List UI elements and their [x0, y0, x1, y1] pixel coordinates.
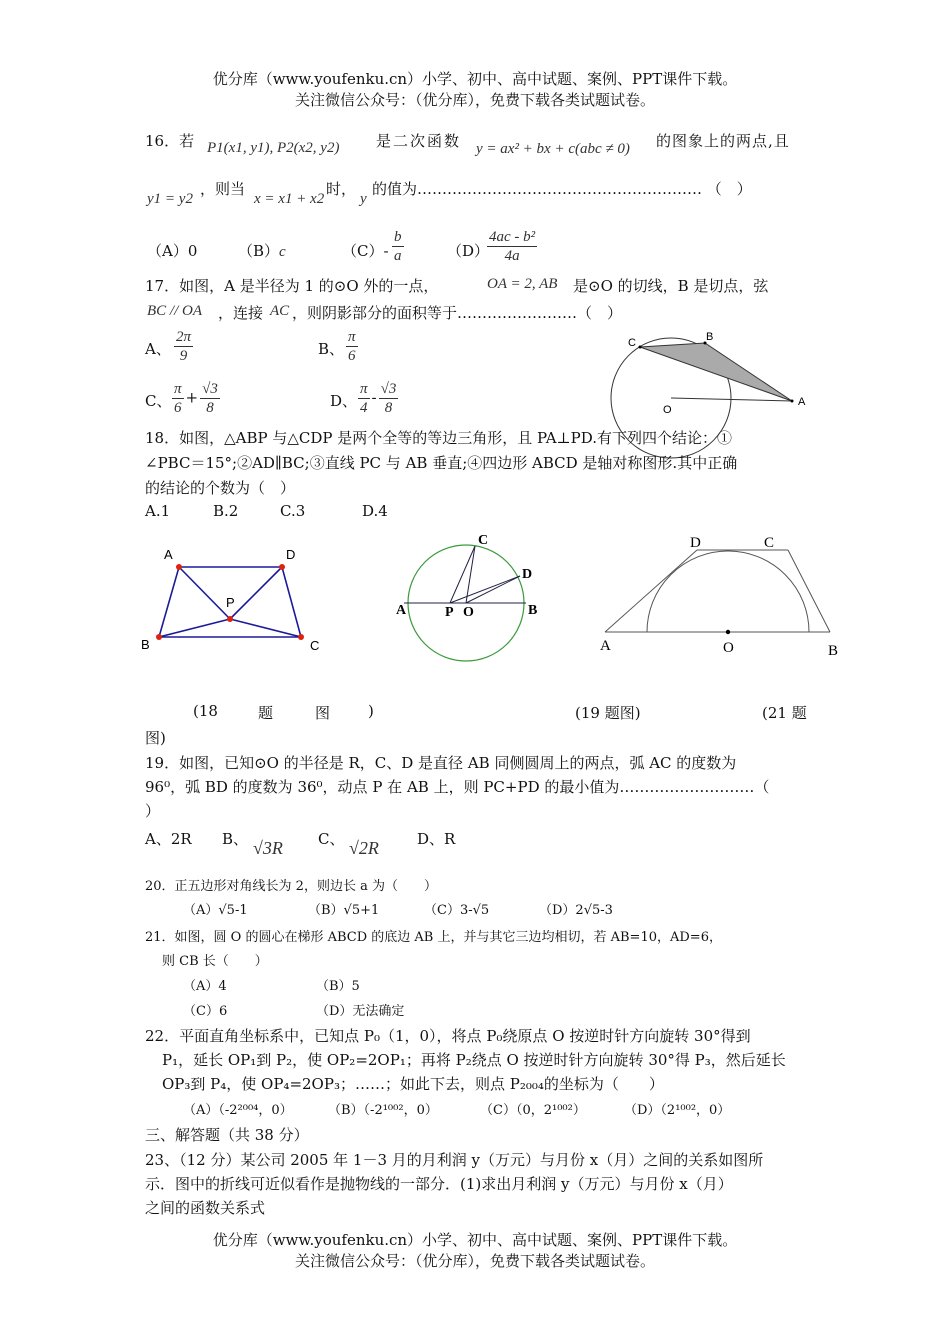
caption-21-a: (21 题: [762, 704, 807, 722]
q16-text-a: 是二次函数: [376, 132, 462, 150]
fig18-point-d: [279, 564, 285, 570]
q18-option-d: D.4: [362, 502, 388, 520]
q16-option-d-label: （D）: [447, 242, 490, 260]
q18-option-a: A.1: [145, 502, 171, 520]
q20-option-a: （A）√5-1: [183, 903, 248, 918]
q17-point-c: [639, 346, 642, 349]
q17-line1-a: 17．如图，A 是半径为 1 的⊙O 外的一点，: [145, 277, 439, 295]
fig21-label-c: C: [764, 535, 775, 551]
fig19-segment-od: [466, 576, 520, 603]
fig18-point-a: [176, 564, 182, 570]
caption-19: (19 题图): [575, 704, 641, 722]
q16-option-c-fraction: $\frac{b}{a}$: [394, 229, 402, 264]
q16-y-var: y: [360, 191, 367, 207]
q19-line-2: 96⁰，弧 BD 的度数为 36⁰，动点 P 在 AB 上，则 PC+PD 的最小值为………………………（: [145, 778, 770, 796]
q18-line-1: 18．如图，△ABP 与△CDP 是两个全等的等边三角形，且 PA⊥PD.有下列四个结论：①: [145, 429, 733, 447]
q17-label-o: O: [663, 404, 672, 416]
header-line-1: 优分库（www.youfenku.cn）小学、初中、高中试题、案例、PPT课件下载。: [212, 70, 738, 88]
q19-option-d: D、R: [417, 830, 456, 848]
q18-option-b: B.2: [213, 502, 239, 520]
footer-line-2: 关注微信公众号：（优分库），免费下载各类试题试卷。: [294, 1252, 655, 1270]
q16-text-c: ，则当: [200, 180, 246, 198]
q22-option-d: （D）（2¹⁰⁰²，0）: [624, 1103, 731, 1118]
fig19-segment-oc: [466, 546, 475, 603]
q21-option-a: （A）4: [183, 979, 227, 994]
q21-option-b: （B）5: [316, 979, 360, 994]
q18-line-3: 的结论的个数为（ ）: [145, 479, 296, 497]
header-line-2: 关注微信公众号：（优分库），免费下载各类试题试卷。: [294, 91, 655, 109]
q17-line1-math: OA = 2, AB: [487, 276, 558, 292]
fig18-segment-cp: [230, 619, 301, 637]
fig18-label-c: C: [310, 638, 320, 653]
q20-option-d: （D）2√5-3: [539, 903, 613, 918]
q17-label-a: A: [798, 396, 806, 408]
q17-line2-b: ，则阴影部分的面积等于……………………（ ）: [292, 304, 623, 322]
q23-line-2: 示．图中的折线可近似看作是抛物线的一部分．(1)求出月利润 y（万元）与月份 x（月）: [145, 1175, 733, 1193]
q17-line2-a: ，连接: [218, 304, 264, 322]
q19-line-1: 19．如图，已知⊙O 的半径是 R，C、D 是直径 AB 同侧圆周上的两点，弧 AC 的度数为: [145, 754, 737, 772]
q16-num: 16．若: [145, 132, 195, 150]
fig21-center-o: [726, 630, 730, 634]
q16-condition: y1 = y2: [147, 191, 193, 207]
q16-x-condition: x = x1 + x2: [254, 191, 325, 207]
q17-segment-oa: [671, 398, 792, 401]
q19-option-b-value: √3R: [253, 838, 283, 858]
fig21-label-a: A: [600, 638, 611, 654]
fig21-semicircle: [647, 551, 809, 632]
footer-line-1: 优分库（www.youfenku.cn）小学、初中、高中试题、案例、PPT课件下载。: [212, 1231, 738, 1249]
q19-option-c-value: √2R: [349, 838, 379, 858]
q17-option-d-label: D、: [330, 392, 358, 410]
fig18-label-d: D: [286, 547, 296, 562]
fig19-label-o: O: [463, 605, 474, 620]
fig21-side-cb: [788, 550, 830, 632]
fig19-label-d: D: [522, 567, 533, 582]
q22-line-3: OP₃到 P₄，使 OP₄=2OP₃；……；如此下去，则点 P₂₀₀₄的坐标为（ ）: [162, 1075, 664, 1093]
caption-18-a: (18: [193, 702, 218, 720]
fig18-label-a: A: [164, 547, 173, 562]
q21-option-d: （D）无法确定: [316, 1004, 405, 1019]
q20-option-c: （C）3-√5: [424, 903, 490, 918]
fig18-segment-ap: [179, 567, 230, 619]
q17-option-a-label: A、: [145, 340, 171, 358]
q19-option-c-label: C、: [318, 830, 345, 848]
q17-point-a: [791, 400, 794, 403]
q17-option-c-label: C、: [145, 392, 172, 410]
q18-option-c: C.3: [280, 502, 306, 520]
figure-19: [392, 530, 552, 670]
q16-text-b: 的图象上的两点,且: [656, 132, 790, 150]
fig21-side-ad: [605, 550, 697, 632]
q18-line-2: ∠PBC＝15°;②AD∥BC;③直线 PC 与 AB 垂直;④四边形 ABCD 是轴对称图形.其中正确: [145, 454, 738, 472]
q20-stem: 20．正五边形对角线长为 2，则边长 a 为（ ）: [145, 879, 437, 894]
q23-line-3: 之间的函数关系式: [145, 1199, 266, 1217]
q17-option-d-expr: $\frac{\pi}{4}$ - $\frac{√3}{8}$: [360, 381, 397, 416]
figure-18: [140, 540, 340, 660]
q16-option-c-label: （C）-: [342, 242, 389, 260]
fig18-point-b: [156, 634, 162, 640]
q21-line-2: 则 CB 长（ ）: [162, 954, 268, 969]
q17-option-a-fraction: $\frac{2\pi}{9}$: [176, 329, 192, 364]
fig19-label-b: B: [528, 603, 538, 618]
fig18-segment-dp: [230, 567, 282, 619]
fig19-label-a: A: [396, 603, 407, 618]
fig21-label-b: B: [828, 643, 839, 659]
q19-line-3: ）: [145, 802, 161, 820]
q17-shaded-region: [640, 343, 792, 401]
q17-option-c-expr: $\frac{\pi}{6}$ + $\frac{√3}{8}$: [174, 381, 218, 416]
q23-line-1: 23、（12 分）某公司 2005 年 1－3 月的月利润 y（万元）与月份 x（月）之间的关系如图所: [145, 1151, 764, 1169]
q21-option-c: （C）6: [183, 1004, 228, 1019]
caption-21-b: 图): [145, 729, 166, 747]
fig19-label-c: C: [478, 533, 489, 548]
q17-line1-b: 是⊙O 的切线，B 是切点，弦: [573, 277, 769, 295]
q17-line2-math: BC // OA: [147, 303, 202, 319]
q19-option-b-label: B、: [222, 830, 249, 848]
fig18-point-p: [227, 616, 233, 622]
q17-option-b-fraction: $\frac{\pi}{6}$: [348, 329, 356, 364]
q16-text-e: 的值为………………………………………………… （ ）: [372, 180, 752, 198]
q22-option-a: （A）（-2²⁰⁰⁴，0）: [183, 1103, 293, 1118]
q22-option-b: （B）（-2¹⁰⁰²，0）: [328, 1103, 438, 1118]
caption-18-b: 题: [258, 704, 274, 722]
q17-label-c: C: [628, 337, 636, 349]
q20-option-b: （B）√5+1: [308, 903, 380, 918]
q22-line-1: 22．平面直角坐标系中，已知点 P₀（1，0），将点 P₀绕原点 O 按逆时针方向旋转 30°得到: [145, 1027, 751, 1045]
fig18-label-b: B: [141, 637, 150, 652]
q16-option-d-fraction: $\frac{\text{4ac - b²}}{4a}$: [489, 229, 536, 264]
fig18-point-c: [298, 634, 304, 640]
caption-18-c: 图: [315, 704, 331, 722]
q21-line-1: 21．如图，圆 O 的圆心在梯形 ABCD 的底边 AB 上，并与其它三边均相切，若 AB=10，AD=6，: [145, 930, 722, 945]
q16-option-a: （A）0: [147, 242, 198, 260]
fig21-label-d: D: [690, 535, 701, 551]
fig18-segment-bp: [159, 619, 230, 637]
fig19-label-p: P: [445, 605, 454, 620]
fig18-label-p: P: [226, 595, 235, 610]
q22-line-2: P₁，延长 OP₁到 P₂，使 OP₂=2OP₁；再将 P₂绕点 O 按逆时针方向旋转 30°得 P₃，然后延长: [162, 1051, 786, 1069]
figure-21: [596, 525, 856, 665]
q17-line2-math2: AC: [270, 303, 290, 319]
q19-option-a: A、2R: [145, 830, 192, 848]
q16-text-d: 时，: [326, 180, 357, 198]
q17-option-b-label: B、: [318, 340, 345, 358]
q16-function: y = ax² + bx + c(abc ≠ 0): [476, 141, 630, 157]
q22-option-c: （C）（0，2¹⁰⁰²）: [480, 1103, 586, 1118]
section-3-heading: 三、解答题（共 38 分）: [145, 1126, 309, 1144]
q17-label-b: B: [706, 331, 714, 343]
q16-points: P1(x1, y1), P2(x2, y2): [207, 140, 340, 156]
fig21-label-o: O: [723, 640, 734, 656]
q16-option-b: （B）c: [238, 242, 286, 260]
caption-18-d: ): [368, 702, 374, 720]
